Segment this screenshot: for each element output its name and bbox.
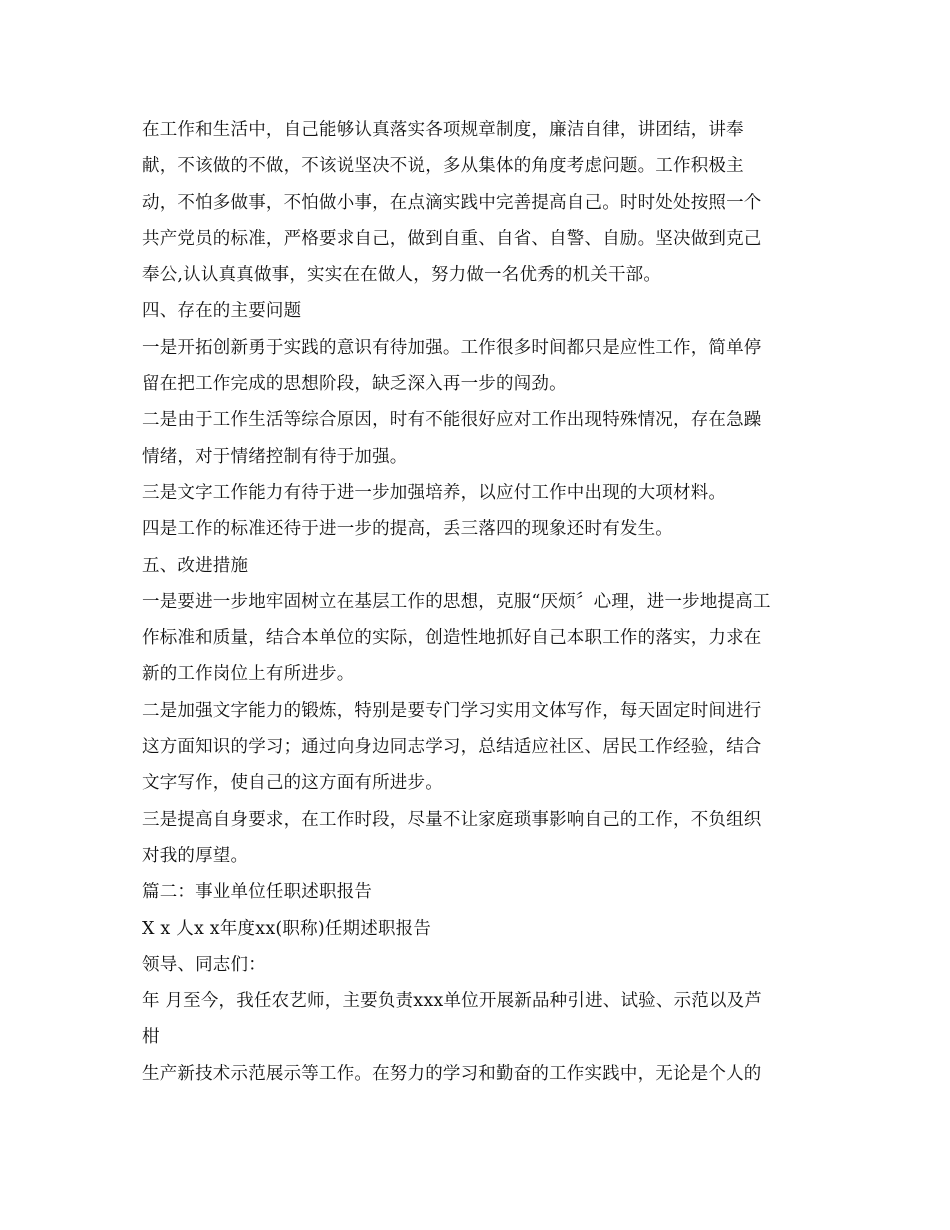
text-line: 情绪，对于情绪控制有待于加强。	[142, 446, 408, 467]
report-title: X x 人x x年度xx(职称)任期述职报告	[142, 918, 432, 939]
text-line: 动，不怕多做事，不怕做小事，在点滴实践中完善提高自己。时时处处按照一个	[142, 192, 762, 213]
document-page	[142, 112, 812, 1092]
text-line: 一是开拓创新勇于实践的意识有待加强。工作很多时间都只是应性工作，简单停	[142, 337, 762, 358]
text-line: 留在把工作完成的思想阶段，缺乏深入再一步的闯劲。	[142, 374, 567, 395]
salutation: 领导、同志们：	[142, 954, 266, 975]
text-line: 在工作和生活中，自己能够认真落实各项规章制度，廉洁自律，讲团结，讲奉	[142, 120, 744, 140]
text-line: 年 月至今，我任农艺师，主要负责xxx单位开展新品种引进、试验、示范以及芦	[142, 991, 763, 1012]
text-line: 生产新技术示范展示等工作。在努力的学习和勤奋的工作实践中，无论是个人的	[142, 1063, 762, 1084]
text-line: 这方面知识的学习；通过向身边同志学习，总结适应社区、居民工作经验，结合	[142, 737, 762, 758]
text-line: 三是提高自身要求，在工作时段，尽量不让家庭琐事影响自己的工作，不负组织	[142, 809, 762, 830]
text-line: 共产党员的标准，严格要求自己，做到自重、自省、自警、自励。坚决做到克己	[142, 228, 762, 249]
section-heading: 五、改进措施	[142, 555, 249, 576]
text-line: 三是文字工作能力有待于进一步加强培养，以应付工作中出现的大项材料。	[142, 482, 727, 503]
text-line: 作标准和质量，结合本单位的实际，创造性地抓好自己本职工作的落实，力求在	[142, 628, 762, 649]
text-line: 奉公,认认真真做事，实实在在做人，努力做一名优秀的机关干部。	[142, 265, 662, 286]
chapter-heading: 篇二：事业单位任职述职报告	[142, 882, 373, 903]
text-line: 献，不该做的不做，不该说坚决不说，多从集体的角度考虑问题。工作积极主	[142, 156, 744, 177]
text-line: 文字写作，使自己的这方面有所进步。	[142, 773, 443, 794]
text-line: 柑	[142, 1027, 160, 1048]
section-heading: 四、存在的主要问题	[142, 301, 302, 322]
text-line: 二是加强文字能力的锻炼，特别是要专门学习实用文体写作，每天固定时间进行	[142, 700, 762, 721]
text-line: 对我的厚望。	[142, 845, 249, 866]
text-line: 一是要进一步地牢固树立在基层工作的思想，克服“厌烦〞心理，进一步地提高工	[142, 591, 771, 612]
text-line: 二是由于工作生活等综合原因，时有不能很好应对工作出现特殊情况，存在急躁	[142, 410, 762, 431]
text-line: 新的工作岗位上有所进步。	[142, 664, 355, 685]
text-line: 四是工作的标准还待于进一步的提高，丢三落四的现象还时有发生。	[142, 519, 673, 540]
